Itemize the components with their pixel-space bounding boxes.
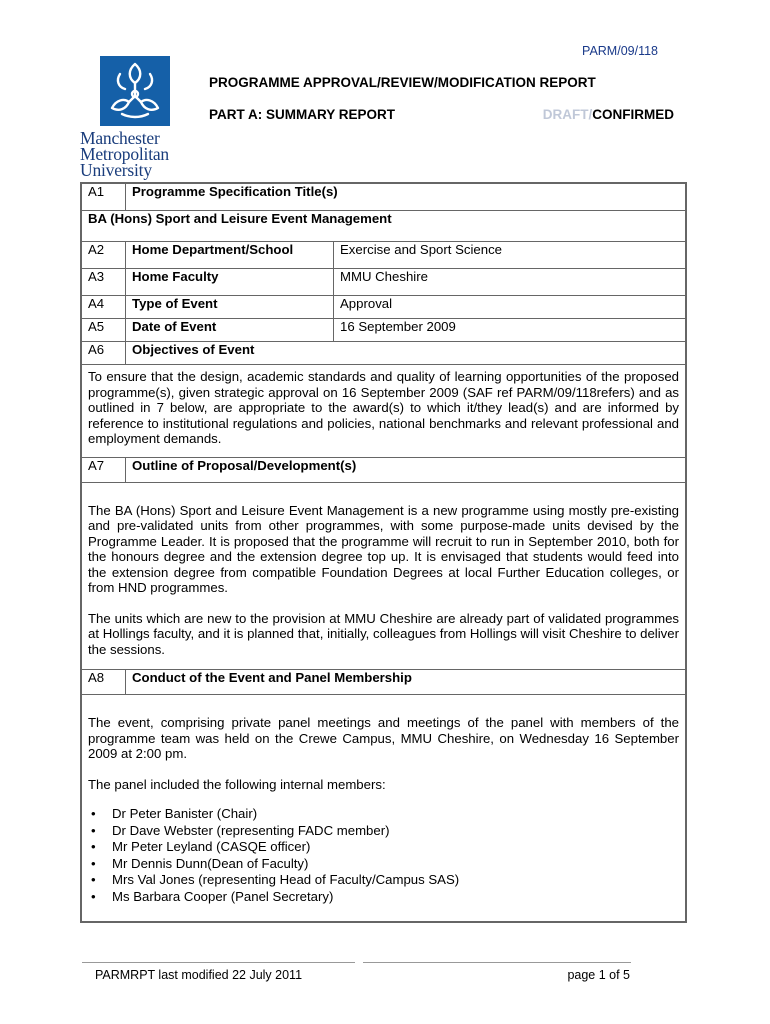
row-code: A6 [81,342,126,365]
row-label: Conduct of the Event and Panel Membership [126,670,687,695]
footer-page-number: page 1 of 5 [567,968,630,982]
row-label: Home Faculty [126,269,334,296]
row-a8-header [81,670,686,695]
row-a7-text [81,482,686,670]
row-code: A5 [81,319,126,342]
programme-title: BA (Hons) Sport and Leisure Event Management [81,211,686,242]
footer-divider-left [82,962,355,963]
row-value: 16 September 2009 [334,319,687,342]
report-status [543,107,674,122]
conduct-paragraph-2: The panel included the following internal members: [88,776,386,792]
row-label: Date of Event [126,319,334,342]
logo-line-1: Manchester [80,128,160,148]
row-label: Objectives of Event [126,342,687,365]
document-reference: PARM/09/118 [582,44,658,58]
row-a2 [81,242,686,269]
row-a6-text [81,365,686,458]
logo-wordmark [80,130,195,178]
university-logo [80,54,195,184]
row-label: Programme Specification Title(s) [126,183,687,211]
row-code: A2 [81,242,126,269]
row-code: A3 [81,269,126,296]
footer-divider-right [363,962,631,963]
row-code: A4 [81,296,126,319]
proposal-paragraph-1: The BA (Hons) Sport and Leisure Event Management is a new programme using mostly pre-existing and pre-validated units from other programmes, with some purpose-made units devised by the Programme Leader. It is proposed that the programme will recruit to run in September 2010, both for the honours degree and the extension degree top up. It is envisaged that students would feed into the extension degree from compatible Foundation Degrees at local Further Education colleges, or from HND programmes. [88,502,679,595]
row-label: Type of Event [126,296,334,319]
row-a7-header [81,457,686,482]
row-a1-value [81,211,686,242]
report-title: PROGRAMME APPROVAL/REVIEW/MODIFICATION REPORT [209,75,596,90]
row-a6-header [81,342,686,365]
panel-members-list [88,806,679,905]
row-value: Exercise and Sport Science [334,242,687,269]
row-label: Home Department/School [126,242,334,269]
row-a4 [81,296,686,319]
logo-emblem-icon [100,56,170,126]
logo-line-2: Metropolitan [80,144,169,164]
row-value: MMU Cheshire [334,269,687,296]
footer-modified: PARMRPT last modified 22 July 2011 [95,968,303,982]
list-item: • Mr Peter Leyland (CASQE officer) [112,839,679,856]
list-item: • Ms Barbara Cooper (Panel Secretary) [112,889,679,906]
row-a5 [81,319,686,342]
row-code: A7 [81,457,126,482]
row-a8-text [81,695,686,923]
conduct-paragraph-1: The event, comprising private panel meetings and meetings of the panel with members of the programme team was held on the Crewe Campus, MMU Cheshire, on Wednesday 16 September 2009 at 2:00 pm. [88,715,679,761]
proposal-paragraph-2: The units which are new to the provision at MMU Cheshire are already part of validated programmes at Hollings faculty, and it is planned that, initially, colleagues from Hollings will visit Cheshire to deliver the sessions. [88,610,679,657]
row-code: A8 [81,670,126,695]
list-item: • Mr Dennis Dunn(Dean of Faculty) [112,856,679,873]
summary-table [80,182,687,923]
list-item: • Dr Dave Webster (representing FADC member) [112,823,679,840]
objectives-text: To ensure that the design, academic standards and quality of learning opportunities of the proposed programme(s), given strategic approval on 16 September 2009 (SAF ref PARM/09/118refers) and as outlined in 7 below, are appropriate to the award(s) to which it/they lead(s) and are informed by reference to institutional regulations and policies, national benchmarks and relevant professional and employment demands. [88,369,679,446]
report-subtitle: PART A: SUMMARY REPORT [209,107,396,122]
logo-line-3: University [80,160,152,180]
row-label: Outline of Proposal/Development(s) [126,457,687,482]
status-draft: DRAFT/ [542,107,593,122]
row-value: Approval [334,296,687,319]
list-item: • Mrs Val Jones (representing Head of Faculty/Campus SAS) [112,872,679,889]
status-confirmed: CONFIRMED [592,107,674,122]
row-a3 [81,269,686,296]
row-a1-header [81,183,686,211]
row-code: A1 [81,183,126,211]
list-item: • Dr Peter Banister (Chair) [112,806,679,823]
